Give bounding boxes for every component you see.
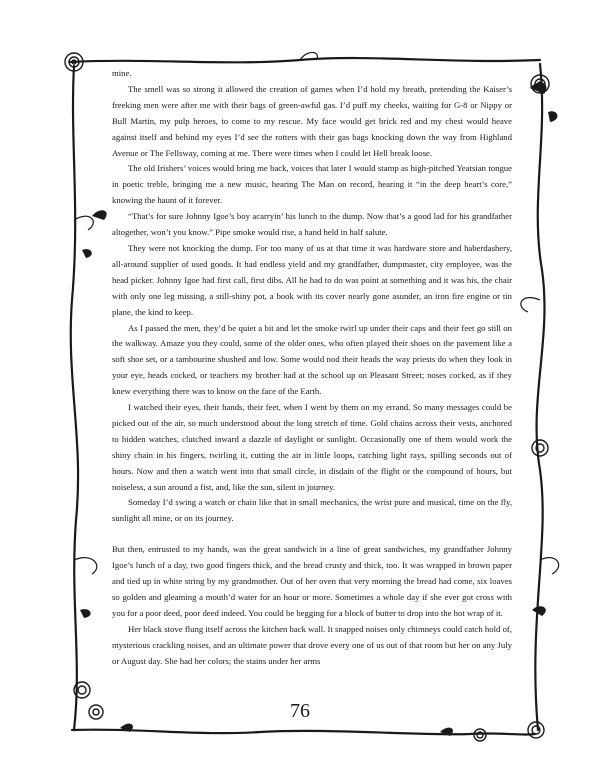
paragraph: I watched their eyes, their hands, their feet, when I went by them on my errand. So many messages could be picked out of the air, so much understood about the long stretch of time. Gold chains across their vests, anchored to hidden watches, clutched inward a dazzle of daylight or sunlight. Occasionally one of them would work the shiny chain in his fingers, twirling it, cutting the air in little loops, catching light rays, spilling seconds out of hours. Now and then a watch went into that small circle, in disdain of the flight or the compound of hours, but noiseless, a sun around a fist, and, like the sun, silent in journey.: [112, 402, 512, 492]
paragraph: Someday I’d swing a watch or chain like that in small mechanics, the wrist pure and musical, time on the fly, sunlight all mine, or on its journey.: [112, 497, 512, 524]
paragraph: But then, entrusted to my hands, was the great sandwich in a line of great sandwiches, my grandfather Johnny Igoe’s lunch of a day, two good fingers thick, and the bread crusty and thick, too. It was wrapped in brown paper and tied up in white string by my grandmother. Out of her oven that very morning the bread had come, six loaves so golden and gleaming a mouth’d water for an hour or more. Sometimes a whole day if she ever got cross with you for a poor deed, poor deed indeed. You could be begging for a block of butter to drop into the hot wrap of it.: [112, 544, 512, 618]
body-text: [112, 66, 512, 670]
paragraph: “That’s for sure Johnny Igoe’s boy acarryin’ his lunch to the dump. Now that’s a good lad for his grandfather altogether, won’t you know.” Pipe smoke would rise, a hand held in half salute.: [112, 211, 512, 238]
paragraph: They were not knocking the dump. For too many of us at that time it was hardware store and haberdashery, all-around supplier of used goods. It had endless yield and my grandfather, dumpmaster, city employee, was the head picker. Johnny Igoe had first call, first dibs. All he had to do was point at something and it was his, the chair with only one leg missing, a still-shiny pot, a book with its cover nearly gone asunder, an iron fire engine or tin plane, the kind to keep.: [112, 242, 512, 317]
paragraph: Her black stove flung itself across the kitchen back wall. It snapped noises only chimneys could catch hold of, mysterious crackling noises, and an ultimate power that drove every one of us out of that room but her on any July or August day. She had her colors; the stains under her arms: [112, 623, 512, 666]
page-number: 76: [290, 700, 310, 722]
paragraph: The smell was so strong it allowed the creation of games when I’d hold my breath, pretending the Kaiser’s freeking men were after me with their bags of green-awful gas. I’d puff my cheeks, waiting for G-8 or Nippy or Bull Martin, my pulp heroes, to come to my rescue. My face would get brick red and my chest would heave against itself and behind my eyes I’d see the rotters with their gas bags knocking down the way from Highland Avenue or The Fellsway, coming at me. There were times when I could let Hell break loose.: [112, 83, 512, 158]
paragraph: As I passed the men, they’d be quiet a bit and let the smoke twirl up under their caps and their feet go still on the walkway. Amaze you they could, some of the older ones, who often played their shoes on the pavement like a soft shoe set, or a tambourine shushed and low. Some would nod their heads the way priests do when they look in your eye, heads cocked, or teachers my brother had at the school up on Pleasant Street; noses cocked, as if they knew everything there was to know on the face of the Earth.: [112, 322, 512, 397]
paragraph: The old Irishers’ voices would bring me back, voices that later I would stamp as high-pitched Yeatsian tongue in poetic treble, bringing me a new music, hearing The Man on record, hearing it “in the deep heart’s core,” knowing the haunt of it forever.: [112, 163, 512, 206]
paragraph: mine.: [112, 68, 132, 78]
